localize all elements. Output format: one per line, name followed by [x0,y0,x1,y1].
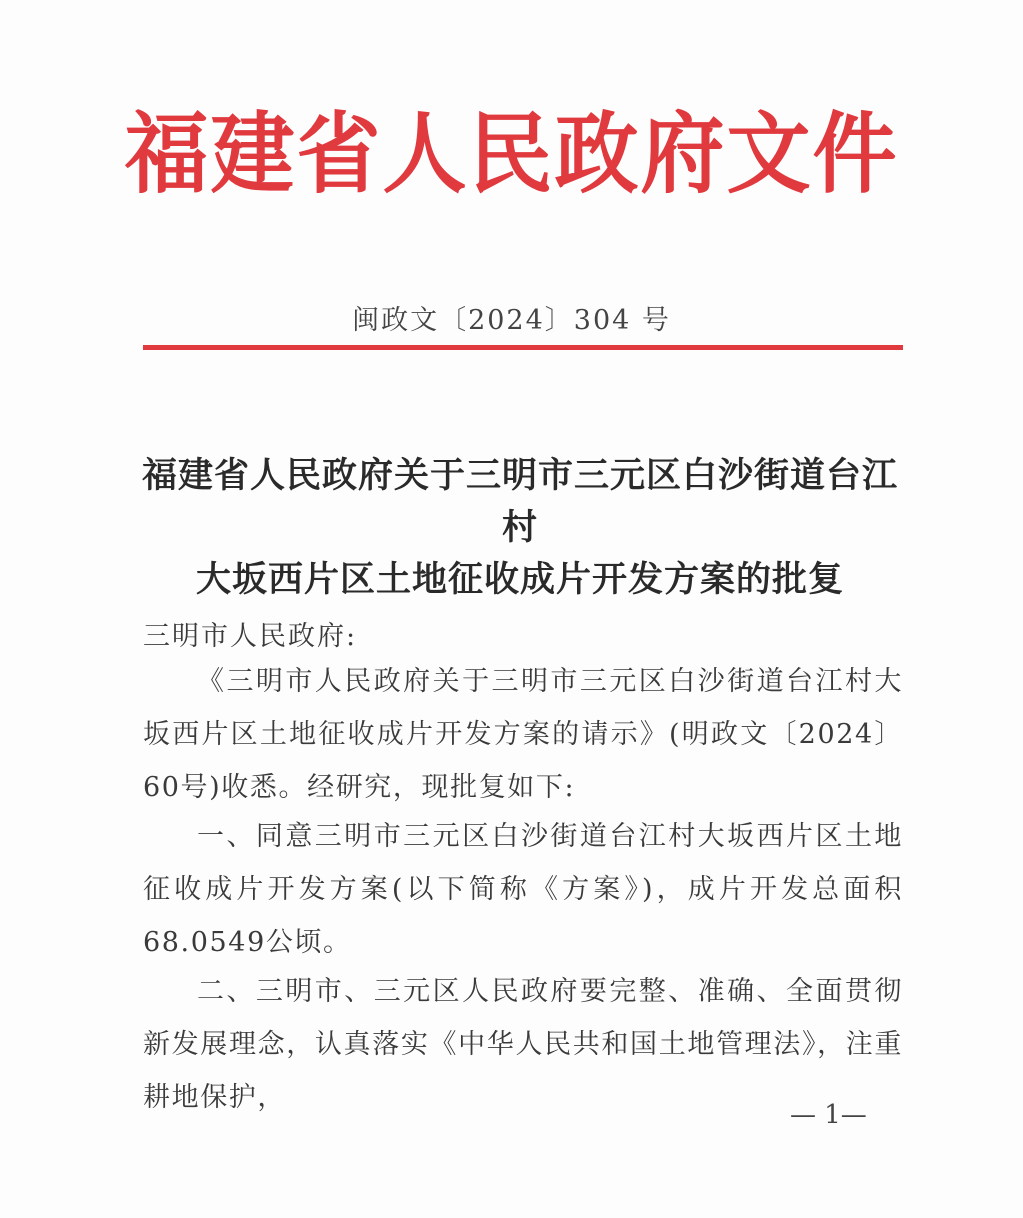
body-paragraph: 二、三明市、三元区人民政府要完整、准确、全面贯彻新发展理念，认真落实《中华人民共和国土地管理法》，注重耕地保护， [143,976,903,1113]
salutation: 三明市人民政府: [143,621,358,652]
body-paragraph: 《三明市人民政府关于三明市三元区白沙街道台江村大坂西片区土地征收成片开发方案的请示》(明政文〔2024〕60号)收悉。经研究，现批复如下: [143,666,903,803]
title-line-1: 福建省人民政府关于三明市三元区白沙街道台江村 [141,455,898,548]
body-paragraph: 一、同意三明市三元区白沙街道台江村大坂西片区土地征收成片开发方案(以下简称《方案》)，成片开发总面积68.0549公顷。 [143,821,903,958]
masthead-title: 福建省人民政府文件 [124,101,899,206]
red-divider [143,345,903,350]
page-number: — 1— [790,1100,867,1130]
title-line-2: 大坂西片区土地征收成片开发方案的批复 [195,559,844,600]
document-number: 闽政文〔2024〕304 号 [352,305,671,336]
document-title [130,450,910,606]
